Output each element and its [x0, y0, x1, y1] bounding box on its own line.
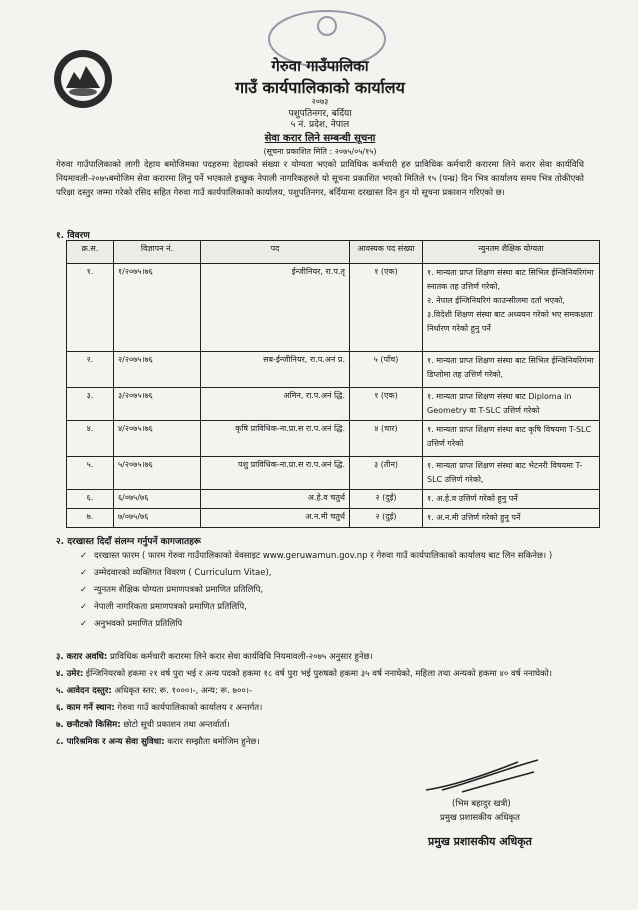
list-item	[56, 718, 596, 732]
qualification-line: १. मान्यता प्राप्त शिक्षण संस्था बाट भेटनरी विषयमा T-SLC उत्तिर्ण गरेको,	[427, 461, 583, 484]
list-item	[56, 701, 596, 715]
cell-qualification	[423, 421, 600, 457]
list-item	[80, 616, 552, 633]
list-item	[56, 667, 596, 681]
section2-heading: २. दरखास्त दिदाँ संलग्न गर्नुपर्ने कागजातहरू	[56, 537, 201, 547]
cell-post: ईन्जीनियर, रा.प.तृ	[201, 264, 350, 352]
qualification-line: १. अ.न.मी उत्तिर्ण गरेको हुनु पर्ने	[427, 513, 521, 522]
qualification-line: १. मान्यता प्राप्त शिक्षण संस्था बाट सिभिल ईन्जिनियरिगंमा स्नातक तह उत्तिर्ण गरेको,	[427, 268, 594, 291]
table-row	[67, 490, 600, 509]
checkmark-icon: ✓	[80, 551, 88, 561]
checkmark-icon: ✓	[80, 619, 88, 629]
term-text: ईन्जिनियरको हकमा २१ वर्ष पुरा भई र अन्य पदको हकमा १८ वर्ष पुरा भई पुरुषको हकमा ३५ वर्ष ननाघेको, महिला तथा अन्यको हकमा ४० वर्ष ननाघेको।	[83, 669, 552, 679]
cell-sn: २.	[67, 352, 114, 388]
checkmark-icon: ✓	[80, 602, 88, 612]
cell-qualification	[423, 490, 600, 509]
cell-sn: ४.	[67, 421, 114, 457]
cell-count: ३ (तीन)	[350, 457, 423, 490]
document-text: दरखास्त फारम ( फारम गेरुवा गाउँपालिकाको वेवसाइट www.geruwamun.gov.np र गेरुवा गाउँ कार्यपालिकाको कार्यालय बाट लिन सकिनेछ। )	[94, 551, 553, 561]
table-row	[67, 388, 600, 421]
cell-adv: २/२०७५।७६	[114, 352, 201, 388]
term-text: गेरुवा गाउँ कार्यपालिकाको कार्यालय र अन्तर्गत।	[114, 703, 263, 713]
cell-post: सब-ईन्जीनियर, रा.प.अनं प्र.	[201, 352, 350, 388]
cell-post: पशु प्राविधिक-ना.प्रा.स रा.प.अनं द्धि.	[201, 457, 350, 490]
cell-post: अमिन, रा.प.अनं द्धि.	[201, 388, 350, 421]
qualification-line: १. मान्यता प्राप्त शिक्षण संस्था बाट Diploma in Geometry वा T-SLC उत्तिर्ण गरेको	[427, 392, 572, 415]
cell-adv: ७/०७५/७६	[114, 509, 201, 528]
cell-count: ४ (चार)	[350, 421, 423, 457]
term-text: अधिकृत स्तर: रू. १०००।-, अन्य: रू. ७००।-	[111, 686, 253, 696]
cell-sn: १.	[67, 264, 114, 352]
term-label: ५. आवेदन दस्तुर:	[56, 686, 112, 696]
table-row	[67, 421, 600, 457]
header-place: पशुपतिनगर, बर्दिया	[288, 109, 352, 119]
table-row	[67, 264, 600, 352]
term-text: छोटो सूची प्रकाशन तथा अन्तर्वार्ता।	[120, 720, 230, 730]
cell-sn: ७.	[67, 509, 114, 528]
intro-paragraph	[56, 158, 584, 200]
cell-count: २ (दुई)	[350, 509, 423, 528]
term-label: ४. उमेर:	[56, 669, 84, 679]
col-header-adv: विज्ञापन नं.	[114, 241, 201, 264]
term-label: ३. करार अवधि:	[56, 652, 108, 662]
checkmark-icon: ✓	[80, 568, 88, 578]
cell-post: अ.हे.व चतुर्थ	[201, 490, 350, 509]
list-item	[80, 565, 552, 582]
cell-qualification	[423, 264, 600, 352]
list-item	[80, 599, 552, 616]
col-header-post: पद	[201, 241, 350, 264]
cell-sn: ६.	[67, 490, 114, 509]
cell-count: ५ (पाँच)	[350, 352, 423, 388]
col-header-sn: क्र.स.	[67, 241, 114, 264]
cell-qualification	[423, 352, 600, 388]
terms-list	[56, 650, 596, 752]
handwritten-signature	[422, 756, 542, 796]
list-item	[56, 650, 596, 664]
notice-title: सेवा करार लिने सम्बन्धी सूचना	[264, 133, 376, 144]
signatory-name: (भिम बहादुर खत्री)	[452, 799, 511, 809]
list-item	[80, 548, 552, 565]
documents-list	[80, 548, 552, 633]
cell-adv: ५/२०७५।७६	[114, 457, 201, 490]
term-text: करार सम्झौता बमोजिम हुनेछ।	[164, 737, 260, 747]
signatory-title-small: प्रमुख प्रशासकीय अधिकृत	[440, 813, 520, 823]
qualification-line: १. मान्यता प्राप्त शिक्षण संस्था बाट कृषि विषयमा T-SLC उत्तिर्ण गरेको	[427, 425, 592, 448]
cell-post: कृषि प्राविधिक-ना.प्रा.स रा.प.अनं द्धि.	[201, 421, 350, 457]
cell-adv: ६/०७५/७६	[114, 490, 201, 509]
qualification-line: १. अ.हे.व उत्तिर्ण गरेको हुनु पर्ने	[427, 494, 518, 503]
document-text: अनुभवको प्रमाणित प्रतिलिपि	[94, 619, 183, 629]
cell-qualification	[423, 509, 600, 528]
intro-text: गेरुवा गाउँपालिकाको लागी देहाय बमोजिमका पदहरुमा देहायको संख्या र योग्यता भएको प्राविधिक कर्मचारी हरु प्राविधिक कर्मचारी करारमा लिने करार सेवा कार्यविधि नियमावली-२०७५बमोजिम सेवा करारमा लिनु पर्ने भएकाले इच्छुक नेपाली नागरिकहरुले यो सूचना प्रकाशित भएको मितिले १५ (पन्ध्र) दिन भित्र कार्यालय समय भित्र तोकीएको परिक्षा दस्तुर जम्मा गरेको रसिद सहित गेरुवा गाउँ कार्यपालिकाको कार्यालय, पशुपतिनगर, बर्दियामा दरखास्त दिन हुन यो सूचना प्रकाशन गरिएको छ।	[56, 160, 584, 198]
col-header-count: आवस्यक पद संख्या	[350, 241, 423, 264]
cell-count: १ (एक)	[350, 264, 423, 352]
table-row	[67, 509, 600, 528]
signatory-title: प्रमुख प्रशासकीय अधिकृत	[428, 835, 532, 848]
list-item	[80, 582, 552, 599]
header-province: ५ नं. प्रदेश, नेपाल	[290, 120, 350, 130]
office-name-line2: गाउँ कार्यपालिकाको कार्यालय	[235, 78, 405, 97]
cell-count: २ (दुई)	[350, 490, 423, 509]
cell-qualification	[423, 457, 600, 490]
office-name-line1: गेरुवा गाउँपालिका	[271, 57, 369, 75]
vacancy-table	[66, 240, 600, 528]
qualification-line: २. नेपाल ईन्जिनियरिगं काउन्सीलमा दर्ता भएको,	[427, 296, 565, 305]
table-row	[67, 352, 600, 388]
col-header-qualification: न्युनतम शैक्षिक योग्यता	[423, 241, 600, 264]
document-text: नेपाली नागरिकता प्रमाणपत्रको प्रमाणित प्रतिलिपि,	[94, 602, 247, 612]
term-label: ८. पारिश्रमिक र अन्य सेवा सुविधा:	[56, 737, 165, 747]
cell-post: अ.न.मी चतुर्थ	[201, 509, 350, 528]
list-item	[56, 735, 596, 749]
cell-sn: ५.	[67, 457, 114, 490]
qualification-line: ३.विदेशी शिक्षण संस्था बाट अध्ययन गरेको भए समकक्षता निर्धारण गरेको हुनु पर्ने	[427, 310, 593, 333]
cell-sn: ३.	[67, 388, 114, 421]
term-text: प्राविधिक कर्मचारी करारमा लिने करार सेवा कार्यविधि नियमावली-२०७५ अनुसार हुनेछ।	[107, 652, 373, 662]
cell-qualification	[423, 388, 600, 421]
document-text: उम्मेदवारको व्यक्तिगत विवरण ( Curriculum Vitae),	[94, 568, 272, 578]
list-item	[56, 684, 596, 698]
table-row	[67, 457, 600, 490]
publish-date: (सूचना प्रकाशित मिति : २०७५/०५/१५)	[263, 147, 377, 156]
checkmark-icon: ✓	[80, 585, 88, 595]
cell-count: १ (एक)	[350, 388, 423, 421]
header-year: २०७३	[311, 97, 329, 106]
cell-adv: ४/२०७५।७६	[114, 421, 201, 457]
nepal-emblem-logo	[52, 48, 114, 110]
qualification-line: १. मान्यता प्राप्त शिक्षण संस्था बाट सिभिल ईन्जिनियरिगंमा डिप्लोमा तह उत्तिर्ण गरेको,	[427, 356, 594, 379]
cell-adv: ३/२०७५।७६	[114, 388, 201, 421]
term-label: ६. काम गर्ने स्थान:	[56, 703, 115, 713]
table-header-row	[67, 241, 600, 264]
document-text: न्युनतम शैक्षिक योग्यता प्रमाणपत्रको प्रमाणित प्रतिलिपि,	[94, 585, 264, 595]
cell-adv: १/२०७५।७६	[114, 264, 201, 352]
term-label: ७. छनौटको किसिम:	[56, 720, 121, 730]
section1-heading: १. विवरण	[56, 231, 90, 241]
